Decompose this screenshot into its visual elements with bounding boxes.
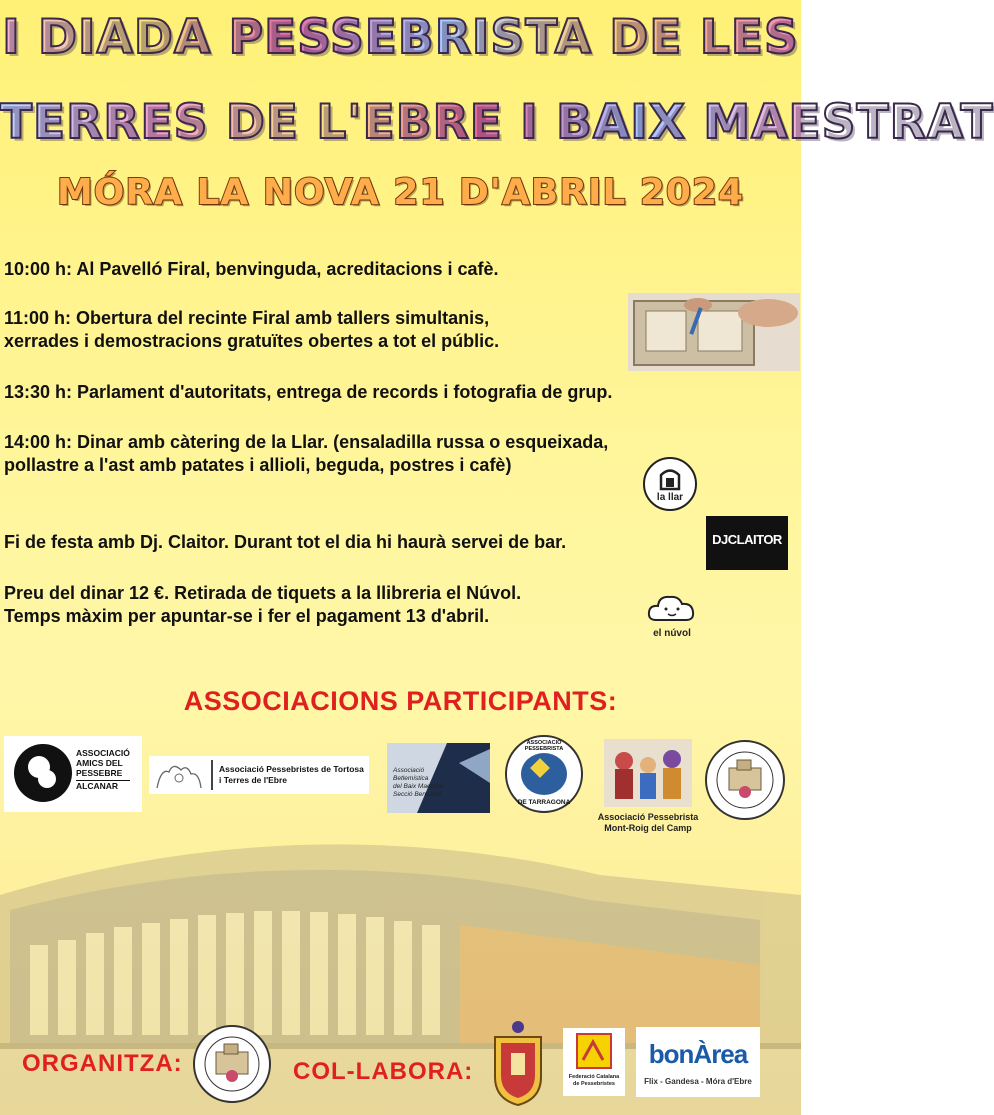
federacio-text: Federació Catalana de Pessebristes bbox=[568, 1074, 620, 1087]
la-llar-logo bbox=[643, 457, 697, 511]
benicarlo-line2: Betlemística bbox=[393, 775, 429, 782]
benicarlo-text bbox=[393, 767, 443, 799]
nativity-sketch-icon bbox=[151, 758, 207, 792]
workshop-photo bbox=[628, 293, 800, 371]
bonarea-sub: Flix - Gandesa - Móra d'Ebre bbox=[644, 1077, 752, 1086]
mora-la-nova-pessebre-logo bbox=[705, 740, 785, 820]
program-item-4-line2: pollastre a l'ast amb patates i allioli, beguda, postres i cafè) bbox=[4, 455, 512, 475]
event-place-date: MÓRA LA NOVA 21 D'ABRIL 2024 bbox=[56, 172, 745, 213]
federacio-logo bbox=[563, 1028, 625, 1096]
tortosa-text bbox=[219, 764, 364, 786]
dj-claitor-logo bbox=[706, 516, 788, 570]
alcanar-line2: AMICS DEL bbox=[76, 758, 123, 768]
event-title-line1: I DIADA PESSEBRISTA DE LES bbox=[0, 10, 801, 65]
organitza-label: ORGANITZA: bbox=[22, 1050, 183, 1077]
program-item-5-line1: Fi de festa amb Dj. Claitor. Durant tot el dia hi haurà servei de bar. bbox=[4, 532, 567, 552]
alcanar-line1: ASSOCIACIÓ bbox=[76, 748, 130, 758]
montroig-line1: Associació Pessebrista bbox=[597, 812, 699, 822]
el-nuvol-text: el núvol bbox=[653, 628, 691, 639]
program-item-2 bbox=[4, 307, 499, 353]
bonarea-brand: bonÀrea bbox=[648, 1039, 748, 1069]
bonarea-logo bbox=[636, 1027, 760, 1097]
program-item-6-line1: Preu del dinar 12 €. Retirada de tiquets a la llibreria el Núvol. bbox=[4, 583, 522, 603]
alcanar-line4: ALCANAR bbox=[76, 780, 130, 791]
program-item-3 bbox=[4, 381, 612, 404]
program-item-3-line1: 13:30 h: Parlament d'autoritats, entrega de records i fotografia de grup. bbox=[4, 382, 613, 402]
alcanar-emblem bbox=[14, 744, 72, 802]
col-labora-label: COL-LABORA: bbox=[293, 1058, 474, 1085]
alcanar-line3: PESSEBRE bbox=[76, 768, 123, 778]
tarragona-top-text: ASSOCIACIÓ PESSEBRISTA bbox=[524, 740, 564, 752]
tarragona-logo bbox=[505, 735, 583, 813]
alcanar-text bbox=[76, 748, 130, 791]
program-item-6-line2: Temps màxim per apuntar-se i fer el pagament 13 d'abril. bbox=[4, 606, 490, 626]
montroig-logo bbox=[604, 739, 692, 807]
tarragona-bottom-text: DE TARRAGONA bbox=[517, 799, 571, 806]
program-item-4 bbox=[4, 431, 608, 477]
tarragona-emblem bbox=[521, 753, 567, 795]
associations-heading: ASSOCIACIONS PARTICIPANTS: bbox=[183, 686, 618, 716]
program-item-2-line2: xerrades i demostracions gratuïtes obertes a tot el públic. bbox=[4, 331, 500, 351]
el-nuvol-logo bbox=[644, 590, 700, 646]
benicarlo-logo bbox=[387, 743, 490, 813]
tortosa-line2: i Terres de l'Ebre bbox=[219, 775, 288, 785]
benicarlo-line4: Secció Benicarló bbox=[393, 791, 442, 798]
program-item-2-line1: 11:00 h: Obertura del recinte Firal amb tallers simultanis, bbox=[4, 308, 490, 328]
dj-claitor-text: DJCLAITOR bbox=[712, 532, 782, 547]
event-title-line2: TERRES DE L'EBRE I BAIX MAESTRAT bbox=[0, 95, 994, 150]
program-item-1-line1: 10:00 h: Al Pavelló Firal, benvinguda, acreditacions i cafè. bbox=[4, 259, 499, 279]
la-llar-text: la llar bbox=[656, 492, 684, 503]
montroig-line2: Mont-Roig del Camp bbox=[604, 823, 692, 833]
benicarlo-line3: del Baix Maestrat bbox=[393, 783, 444, 790]
organitza-logo bbox=[193, 1025, 271, 1103]
cloud-icon bbox=[644, 590, 700, 626]
program-item-6 bbox=[4, 582, 521, 628]
montroig-caption bbox=[588, 812, 708, 834]
program-item-1 bbox=[4, 258, 499, 281]
tortosa-logo bbox=[149, 756, 369, 794]
benicarlo-line1: Associació bbox=[393, 767, 425, 774]
ajuntament-crest bbox=[487, 1019, 549, 1107]
program-item-5 bbox=[4, 531, 566, 554]
alcanar-logo bbox=[4, 736, 142, 812]
program-item-4-line1: 14:00 h: Dinar amb càtering de la Llar. (ensaladilla russa o esqueixada, bbox=[4, 432, 609, 452]
tortosa-line1: Associació Pessebristes de Tortosa bbox=[219, 764, 364, 774]
